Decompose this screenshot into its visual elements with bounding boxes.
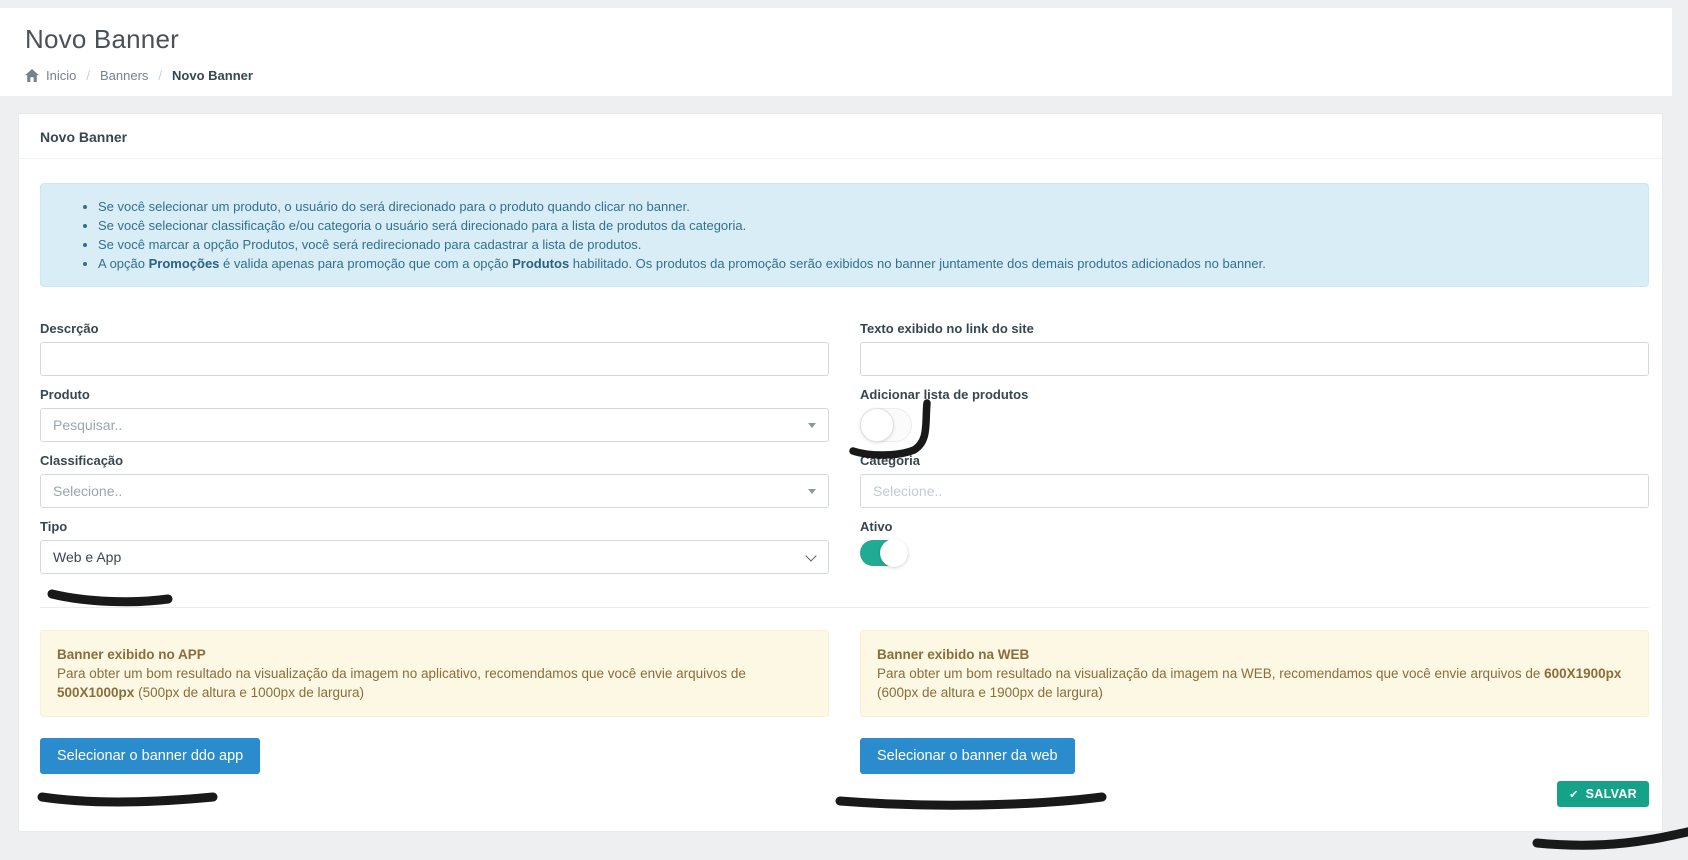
banner-dimension-warnings xyxy=(40,630,1649,717)
chevron-down-icon xyxy=(805,550,816,561)
adicionar-lista-group xyxy=(860,387,1649,442)
select-web-banner-button[interactable]: Selecionar o banner da web xyxy=(860,738,1075,774)
select-app-banner-button[interactable]: Selecionar o banner ddo app xyxy=(40,738,260,774)
categoria-select[interactable] xyxy=(860,474,1649,508)
novo-banner-card xyxy=(18,113,1663,832)
save-row xyxy=(40,781,1649,807)
alert-bullet: • A opção Promoções é valida apenas para promoção que com a opção Produtos habilitado. Os produtos da promoção serão exibidos no banner juntamente dos demais produtos adicionados no banner. xyxy=(98,254,1628,273)
caret-down-icon xyxy=(808,423,816,428)
breadcrumb-separator: / xyxy=(158,68,163,83)
tipo-label: Tipo xyxy=(40,519,68,534)
categoria-label: Categoria xyxy=(860,453,920,468)
categoria-group xyxy=(860,453,1649,508)
toggle-knob xyxy=(880,539,908,567)
tipo-select[interactable] xyxy=(40,540,829,574)
home-icon xyxy=(25,69,39,82)
breadcrumb-current: Novo Banner xyxy=(172,68,253,83)
save-button[interactable] xyxy=(1557,781,1649,807)
tipo-group xyxy=(40,519,829,574)
texto-link-input[interactable] xyxy=(860,342,1649,376)
adicionar-lista-toggle[interactable] xyxy=(860,408,912,442)
descricao-label: Descrção xyxy=(40,321,99,336)
produto-select[interactable] xyxy=(40,408,829,442)
breadcrumb-banners[interactable]: Banners xyxy=(99,68,149,83)
marker-underline-save xyxy=(1537,831,1688,845)
info-alert xyxy=(40,183,1649,287)
check-icon: ✔ xyxy=(1569,788,1579,801)
alert-bullet: • Se você marcar a opção Produtos, você será redirecionado para cadastrar a lista de produtos. xyxy=(98,235,1628,254)
select-banner-buttons xyxy=(40,738,1649,774)
page-title: Novo Banner xyxy=(25,24,179,54)
categoria-placeholder: Selecione.. xyxy=(873,483,943,499)
web-banner-warning: Banner exibido na WEB Para obter um bom resultado na visualização da imagem na WEB, recomendamos que você envie arquivos de 600X1900px (600px de altura e 1900px de largura) xyxy=(860,630,1649,717)
toggle-knob xyxy=(860,408,894,442)
card-title: Novo Banner xyxy=(19,114,1662,159)
breadcrumb xyxy=(25,68,1672,83)
ativo-group xyxy=(860,519,1649,574)
classificacao-group xyxy=(40,453,829,508)
tipo-selected-value: Web e App xyxy=(53,549,122,565)
classificacao-label: Classificação xyxy=(40,453,124,468)
texto-link-label: Texto exibido no link do site xyxy=(860,321,1034,336)
app-banner-warning: Banner exibido no APP Para obter um bom resultado na visualização da imagem no aplicativo, recomendamos que você envie arquivos de 500X1000px (500px de altura e 1000px de largura) xyxy=(40,630,829,717)
ativo-toggle[interactable] xyxy=(860,540,908,566)
descricao-input[interactable] xyxy=(40,342,829,376)
card-body xyxy=(19,159,1662,831)
web-warning-title: Banner exibido na WEB xyxy=(877,647,1030,662)
breadcrumb-home[interactable]: Inicio xyxy=(46,68,77,83)
ativo-label: Ativo xyxy=(860,519,893,534)
descricao-group xyxy=(40,321,829,376)
alert-bullet: • Se você selecionar classificação e/ou categoria o usuário será direcionado para a lista de produtos da categoria. xyxy=(98,216,1628,235)
produto-group xyxy=(40,387,829,442)
produto-label: Produto xyxy=(40,387,90,402)
caret-down-icon xyxy=(808,489,816,494)
divider xyxy=(40,607,1649,608)
save-button-label: SALVAR xyxy=(1585,787,1637,801)
page-header xyxy=(0,8,1672,96)
classificacao-placeholder: Selecione.. xyxy=(53,483,123,499)
app-warning-title: Banner exibido no APP xyxy=(57,647,206,662)
produto-placeholder: Pesquisar.. xyxy=(53,417,123,433)
breadcrumb-separator: / xyxy=(86,68,90,83)
classificacao-select[interactable] xyxy=(40,474,829,508)
texto-link-group xyxy=(860,321,1649,376)
adicionar-lista-label: Adicionar lista de produtos xyxy=(860,387,1029,402)
alert-bullet: • Se você selecionar um produto, o usuário do será direcionado para o produto quando clicar no banner. xyxy=(98,197,1628,216)
banner-form xyxy=(40,321,1649,585)
